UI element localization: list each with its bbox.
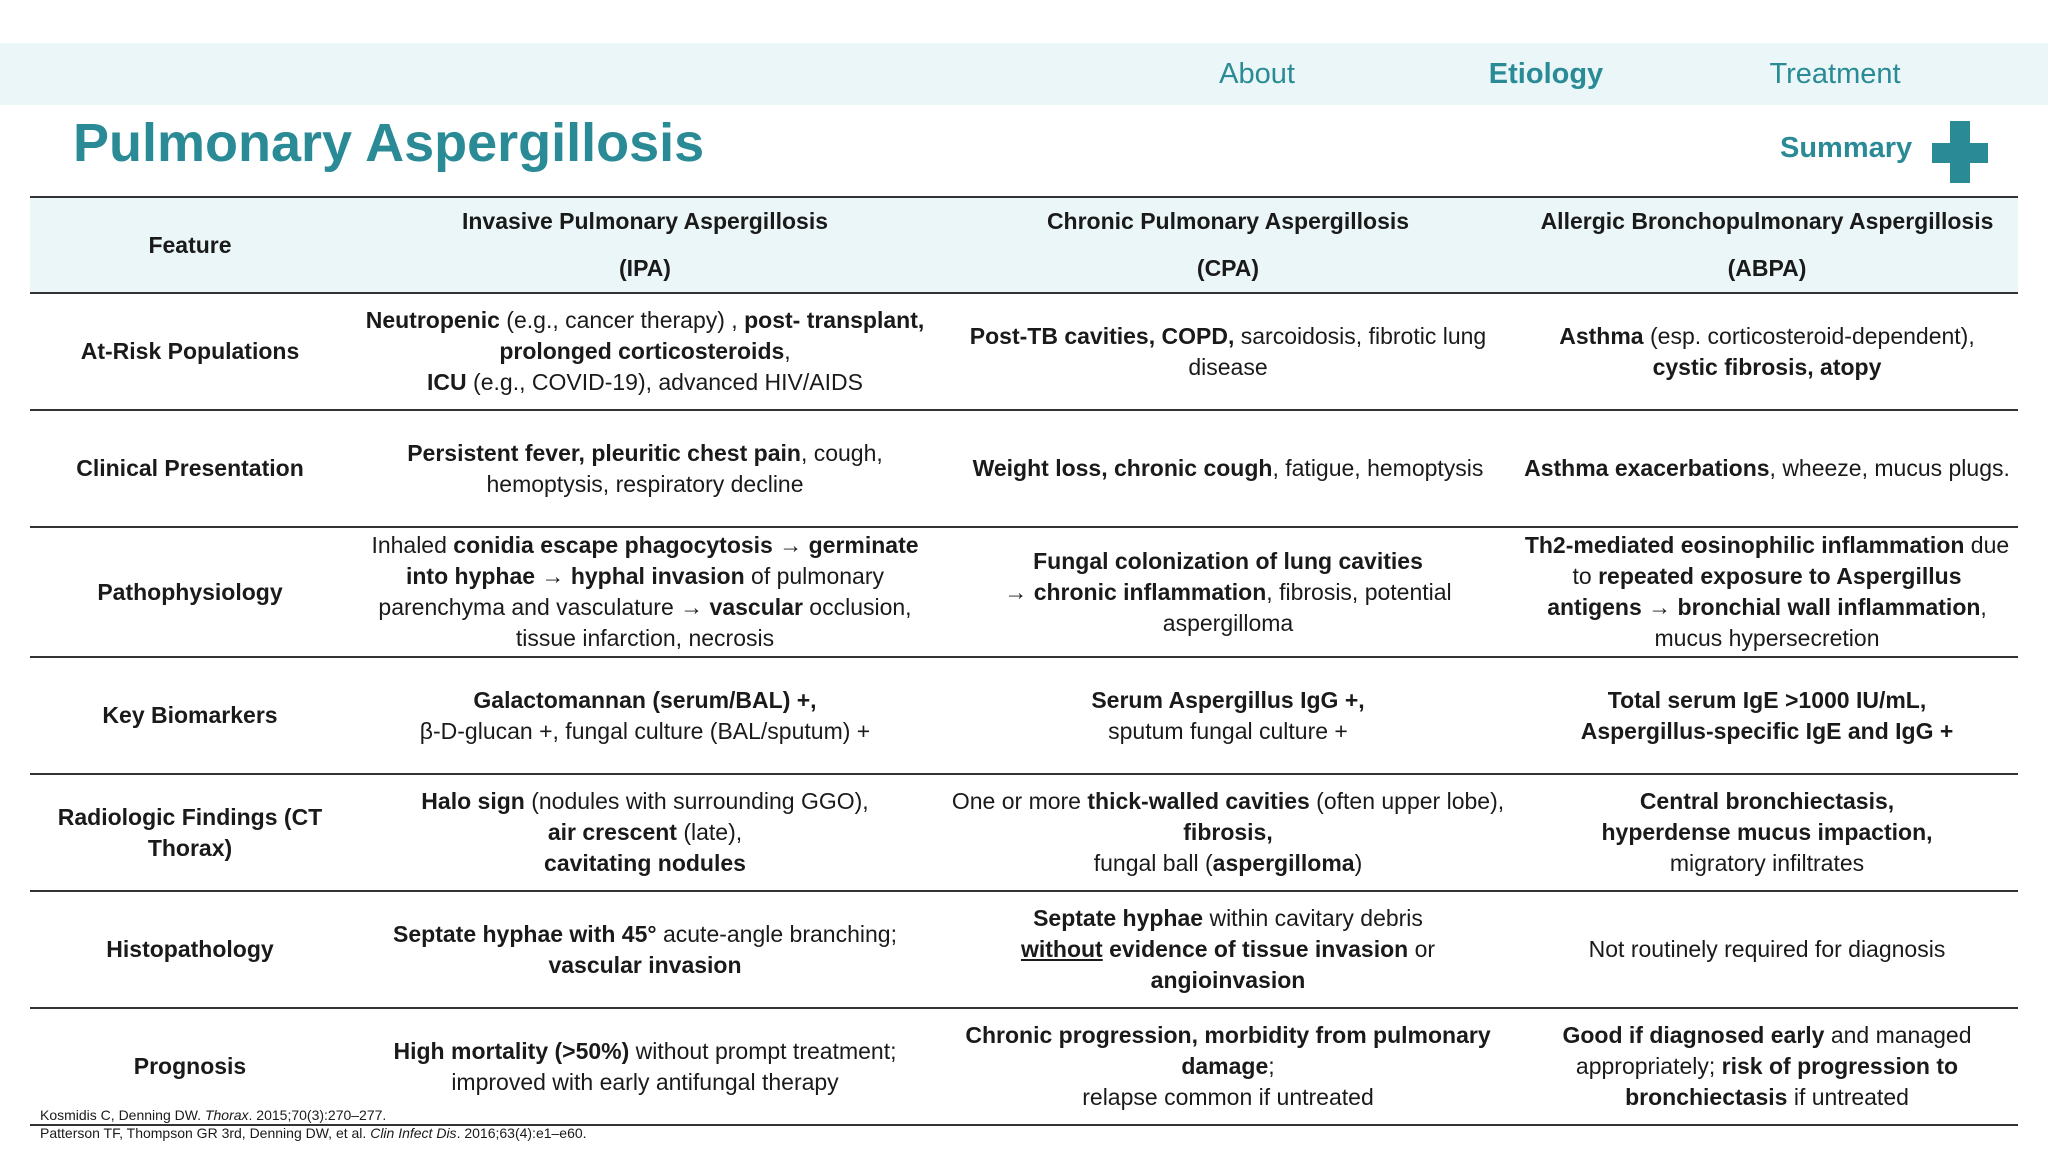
- feature-cell: Pathophysiology: [30, 527, 350, 657]
- abpa-cell: [1516, 293, 2018, 410]
- feature-cell: Histopathology: [30, 891, 350, 1008]
- cell-line: High mortality (>50%) without prompt treatment; improved with early antifungal therapy: [393, 1037, 897, 1095]
- ipa-cell: [350, 410, 940, 527]
- cell-line: ICU (e.g., COVID-19), advanced HIV/AIDS: [427, 369, 863, 395]
- page-title: Pulmonary Aspergillosis: [73, 113, 705, 173]
- cell-line: Good if diagnosed early and managed appropriately; risk of progression to bronchiectasis if untreated: [1562, 1022, 1972, 1110]
- ipa-cell: [350, 891, 940, 1008]
- plus-cross-icon[interactable]: [1932, 121, 1988, 183]
- ipa-cell: [350, 527, 940, 657]
- reference-item: Patterson TF, Thompson GR 3rd, Denning DW, et al. Clin Infect Dis. 2016;63(4):e1–e60.: [40, 1125, 587, 1141]
- cell-line: sputum fungal culture +: [1108, 717, 1348, 744]
- feature-cell: Radiologic Findings (CT Thorax): [30, 774, 350, 891]
- cpa-cell: [940, 774, 1516, 891]
- abpa-cell: [1516, 774, 2018, 891]
- cell-line: Neutropenic (e.g., cancer therapy) , post- transplant, prolonged corticosteroids,: [365, 307, 925, 364]
- table-row: [30, 527, 2018, 657]
- abpa-cell: [1516, 410, 2018, 527]
- abpa-cell: [1516, 527, 2018, 657]
- cell-line: Asthma exacerbations, wheeze, mucus plugs.: [1524, 455, 2010, 481]
- header-abpa: Allergic Bronchopulmonary Aspergillosis (ABPA): [1516, 197, 2018, 293]
- header-feature: Feature: [30, 197, 350, 293]
- top-navigation: [0, 43, 2048, 105]
- feature-cell: At-Risk Populations: [30, 293, 350, 410]
- cpa-cell: [940, 293, 1516, 410]
- table-row: [30, 410, 2018, 527]
- ipa-cell: [350, 293, 940, 410]
- cell-line: cavitating nodules: [544, 850, 746, 876]
- feature-cell: Clinical Presentation: [30, 410, 350, 527]
- ipa-cell: [350, 657, 940, 774]
- summary-link[interactable]: Summary: [1780, 132, 1913, 164]
- cpa-cell: [940, 891, 1516, 1008]
- cell-line: Weight loss, chronic cough, fatigue, hemoptysis: [972, 455, 1484, 481]
- abpa-cell: [1516, 1008, 2018, 1125]
- cell-line: Septate hyphae within cavitary debris: [1033, 905, 1423, 931]
- cell-line: migratory infiltrates: [1669, 850, 1865, 876]
- cell-line: relapse common if untreated: [1082, 1084, 1374, 1110]
- feature-cell: Key Biomarkers: [30, 657, 350, 774]
- cell-line: Inhaled conidia escape phagocytosis → germinate into hyphae → hyphal invasion of pulmonary parenchyma and vasculature → vascular occlusion, tissue infarction, necrosis: [371, 532, 919, 651]
- table-header-row: [30, 197, 2018, 293]
- cell-line: → chronic inflammation, fibrosis, potential aspergilloma: [1004, 578, 1452, 636]
- cell-line: hyperdense mucus impaction,: [1601, 819, 1933, 845]
- ipa-cell: [350, 774, 940, 891]
- cell-line: Th2-mediated eosinophilic inflammation due to repeated exposure to Aspergillus antigens → bronchial wall inflammation, mucus hypersecretion: [1524, 532, 2010, 651]
- cpa-cell: [940, 1008, 1516, 1125]
- table-row: [30, 657, 2018, 774]
- cell-line: Persistent fever, pleuritic chest pain, cough, hemoptysis, respiratory decline: [407, 439, 883, 497]
- cell-line: Fungal colonization of lung cavities: [1033, 547, 1423, 574]
- cell-line: Halo sign (nodules with surrounding GGO),: [421, 788, 869, 814]
- cell-line: without evidence of tissue invasion or angioinvasion: [1020, 936, 1436, 993]
- abpa-cell: [1516, 891, 2018, 1008]
- table-row: [30, 293, 2018, 410]
- table-row: [30, 891, 2018, 1008]
- table-row: [30, 774, 2018, 891]
- nav-about[interactable]: About: [1219, 58, 1295, 90]
- cpa-cell: [940, 527, 1516, 657]
- abpa-cell: [1516, 657, 2018, 774]
- cell-line: Total serum IgE >1000 IU/mL,: [1607, 686, 1927, 713]
- reference-item: Kosmidis C, Denning DW. Thorax. 2015;70(3):270–277.: [40, 1107, 387, 1123]
- cell-line: Asthma (esp. corticosteroid-dependent), cystic fibrosis, atopy: [1559, 322, 1975, 380]
- feature-cell: Prognosis: [30, 1008, 350, 1125]
- cell-line: Post-TB cavities, COPD, sarcoidosis, fibrotic lung disease: [969, 322, 1487, 380]
- comparison-table: [30, 196, 2018, 1126]
- references: [40, 1106, 587, 1142]
- cpa-cell: [940, 657, 1516, 774]
- cell-line: Septate hyphae with 45° acute-angle branching; vascular invasion: [393, 920, 897, 978]
- nav-etiology[interactable]: Etiology: [1488, 58, 1604, 90]
- nav-treatment[interactable]: Treatment: [1769, 58, 1901, 90]
- header-ipa: Invasive Pulmonary Aspergillosis (IPA): [350, 197, 940, 293]
- cell-line: Galactomannan (serum/BAL) +,: [473, 686, 817, 713]
- cell-line: Central bronchiectasis,: [1639, 788, 1895, 814]
- cell-line: fungal ball (aspergilloma): [1093, 850, 1363, 876]
- cell-line: Serum Aspergillus IgG +,: [1091, 686, 1365, 713]
- cell-line: Aspergillus-specific IgE and IgG +: [1580, 717, 1954, 744]
- cpa-cell: [940, 410, 1516, 527]
- cell-line: Chronic progression, morbidity from pulmonary damage;: [965, 1022, 1491, 1079]
- cell-line: Not routinely required for diagnosis: [1588, 936, 1946, 962]
- cell-line: air crescent (late),: [547, 819, 743, 845]
- cell-line: β-D-glucan +, fungal culture (BAL/sputum) +: [419, 717, 871, 744]
- cell-line: One or more thick-walled cavities (often upper lobe), fibrosis,: [951, 788, 1505, 845]
- header-cpa: Chronic Pulmonary Aspergillosis (CPA): [940, 197, 1516, 293]
